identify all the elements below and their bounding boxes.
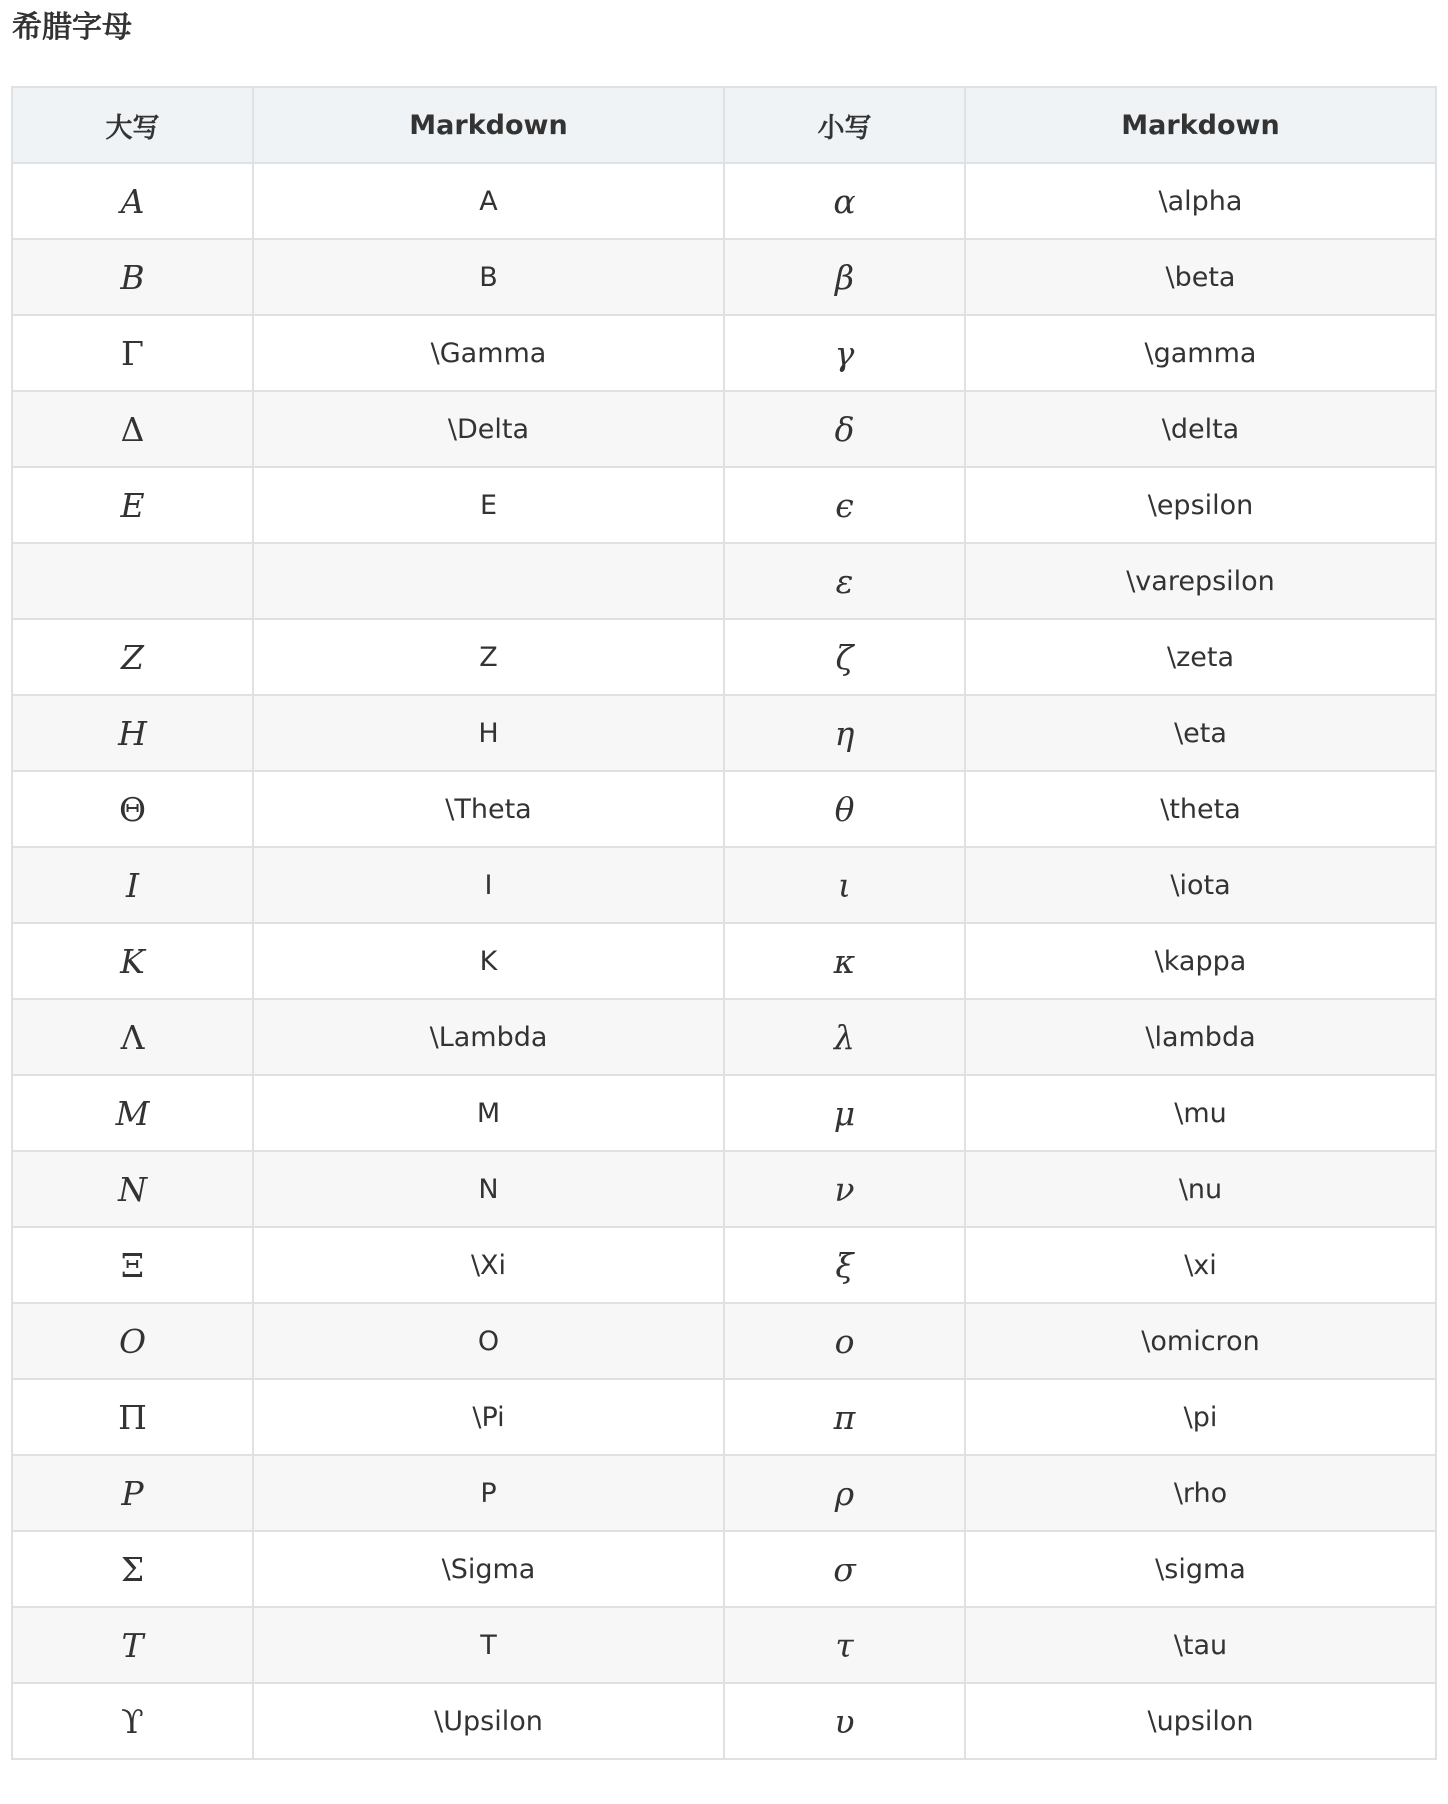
uppercase-symbol-cell — [12, 771, 253, 847]
lowercase-symbol-cell — [724, 1151, 965, 1227]
uppercase-symbol: Π — [118, 1397, 147, 1437]
uppercase-symbol: K — [120, 941, 145, 981]
lowercase-symbol-cell — [724, 1455, 965, 1531]
uppercase-markdown-cell — [253, 239, 724, 315]
uppercase-markdown: \Sigma — [441, 1553, 536, 1585]
table-row — [12, 771, 1436, 847]
lowercase-markdown: \delta — [1161, 413, 1240, 445]
table-header — [12, 87, 1436, 163]
uppercase-symbol-cell — [12, 1607, 253, 1683]
lowercase-markdown: \xi — [1184, 1249, 1217, 1281]
uppercase-markdown: E — [479, 489, 498, 521]
lowercase-markdown: \gamma — [1144, 337, 1257, 369]
uppercase-symbol: Z — [121, 637, 144, 677]
lowercase-markdown: \beta — [1165, 261, 1236, 293]
table-row — [12, 619, 1436, 695]
lowercase-symbol: ο — [834, 1321, 855, 1361]
uppercase-symbol-cell — [12, 1075, 253, 1151]
table-row — [12, 391, 1436, 467]
uppercase-symbol: Ξ — [120, 1245, 145, 1285]
uppercase-symbol: ϒ — [121, 1701, 144, 1741]
greek-letters-table — [11, 86, 1437, 1760]
lowercase-symbol: γ — [834, 333, 855, 373]
uppercase-markdown-cell — [253, 999, 724, 1075]
uppercase-symbol-cell — [12, 163, 253, 239]
lowercase-symbol: τ — [835, 1625, 854, 1665]
lowercase-symbol-cell — [724, 239, 965, 315]
lowercase-symbol-cell — [724, 391, 965, 467]
lowercase-markdown: \alpha — [1158, 185, 1243, 217]
table-row — [12, 847, 1436, 923]
uppercase-symbol: H — [118, 713, 147, 753]
lowercase-symbol-cell — [724, 771, 965, 847]
lowercase-markdown: \omicron — [1141, 1325, 1260, 1357]
uppercase-markdown: K — [479, 945, 498, 977]
lowercase-markdown: \sigma — [1155, 1553, 1246, 1585]
uppercase-markdown-cell — [253, 315, 724, 391]
uppercase-markdown: \Xi — [470, 1249, 507, 1281]
uppercase-symbol: E — [120, 485, 145, 525]
uppercase-symbol-cell — [12, 391, 253, 467]
lowercase-markdown: \nu — [1178, 1173, 1223, 1205]
uppercase-symbol-cell — [12, 1455, 253, 1531]
uppercase-symbol-cell — [12, 543, 253, 619]
uppercase-markdown-cell — [253, 1075, 724, 1151]
lowercase-symbol-cell — [724, 163, 965, 239]
lowercase-markdown: \upsilon — [1147, 1705, 1254, 1737]
header-row — [12, 87, 1436, 163]
uppercase-symbol-cell — [12, 1379, 253, 1455]
lowercase-symbol-cell — [724, 315, 965, 391]
lowercase-symbol: δ — [834, 409, 855, 449]
lowercase-symbol: α — [833, 181, 856, 221]
uppercase-symbol-cell — [12, 1151, 253, 1227]
uppercase-markdown: \Theta — [445, 793, 532, 825]
uppercase-markdown: \Gamma — [430, 337, 547, 369]
lowercase-markdown-cell — [965, 695, 1436, 771]
uppercase-markdown-cell — [253, 543, 724, 619]
table-row — [12, 1303, 1436, 1379]
lowercase-markdown-cell — [965, 1683, 1436, 1759]
lowercase-symbol-cell — [724, 543, 965, 619]
uppercase-markdown: M — [476, 1097, 501, 1129]
uppercase-symbol: I — [125, 865, 140, 905]
lowercase-symbol: κ — [833, 941, 856, 981]
lowercase-markdown-cell — [965, 467, 1436, 543]
uppercase-symbol-cell — [12, 695, 253, 771]
lowercase-markdown: \lambda — [1145, 1021, 1256, 1053]
uppercase-markdown-cell — [253, 391, 724, 467]
uppercase-symbol-cell — [12, 847, 253, 923]
table-row — [12, 1151, 1436, 1227]
lowercase-markdown-cell — [965, 1379, 1436, 1455]
table-row — [12, 467, 1436, 543]
table-row — [12, 543, 1436, 619]
lowercase-markdown-cell — [965, 619, 1436, 695]
lowercase-symbol: ν — [834, 1169, 855, 1209]
lowercase-symbol-cell — [724, 1379, 965, 1455]
table-row — [12, 695, 1436, 771]
table-row — [12, 1075, 1436, 1151]
uppercase-markdown-cell — [253, 1531, 724, 1607]
lowercase-markdown: \tau — [1173, 1629, 1228, 1661]
uppercase-symbol: P — [121, 1473, 144, 1513]
header-lowercase: 小写 — [724, 87, 965, 163]
lowercase-symbol: ϵ — [835, 485, 854, 525]
lowercase-symbol-cell — [724, 1075, 965, 1151]
uppercase-symbol-cell — [12, 1227, 253, 1303]
lowercase-symbol-cell — [724, 847, 965, 923]
uppercase-markdown-cell — [253, 771, 724, 847]
table-row — [12, 1607, 1436, 1683]
lowercase-markdown-cell — [965, 771, 1436, 847]
uppercase-symbol: Γ — [121, 333, 144, 373]
lowercase-markdown: \eta — [1174, 717, 1227, 749]
table-row — [12, 163, 1436, 239]
uppercase-symbol-cell — [12, 999, 253, 1075]
lowercase-symbol: λ — [834, 1017, 855, 1057]
uppercase-markdown-cell — [253, 619, 724, 695]
table-row — [12, 1531, 1436, 1607]
uppercase-symbol-cell — [12, 619, 253, 695]
lowercase-markdown: \zeta — [1166, 641, 1234, 673]
lowercase-markdown-cell — [965, 1455, 1436, 1531]
uppercase-symbol: Λ — [120, 1017, 145, 1057]
lowercase-symbol: ζ — [835, 637, 854, 677]
uppercase-markdown-cell — [253, 1683, 724, 1759]
lowercase-symbol-cell — [724, 467, 965, 543]
uppercase-markdown-cell — [253, 695, 724, 771]
lowercase-symbol-cell — [724, 619, 965, 695]
lowercase-markdown: \varepsilon — [1126, 565, 1275, 597]
lowercase-symbol-cell — [724, 923, 965, 999]
uppercase-markdown-cell — [253, 923, 724, 999]
lowercase-markdown-cell — [965, 239, 1436, 315]
uppercase-markdown-cell — [253, 1607, 724, 1683]
uppercase-markdown-cell — [253, 1455, 724, 1531]
uppercase-markdown: \Lambda — [429, 1021, 548, 1053]
table-row — [12, 1455, 1436, 1531]
lowercase-symbol: μ — [833, 1093, 856, 1133]
lowercase-markdown-cell — [965, 1227, 1436, 1303]
lowercase-symbol: υ — [834, 1701, 855, 1741]
uppercase-symbol: Θ — [118, 789, 147, 829]
lowercase-markdown-cell — [965, 315, 1436, 391]
uppercase-markdown: H — [478, 717, 499, 749]
uppercase-symbol-cell — [12, 923, 253, 999]
lowercase-markdown-cell — [965, 999, 1436, 1075]
lowercase-symbol: ι — [838, 865, 851, 905]
header-uppercase: 大写 — [12, 87, 253, 163]
uppercase-markdown: \Pi — [472, 1401, 505, 1433]
table-row — [12, 315, 1436, 391]
lowercase-symbol: ξ — [835, 1245, 854, 1285]
lowercase-markdown-cell — [965, 1151, 1436, 1227]
uppercase-symbol-cell — [12, 1683, 253, 1759]
lowercase-symbol: ε — [835, 561, 854, 601]
lowercase-symbol: ρ — [834, 1473, 855, 1513]
table-row — [12, 1379, 1436, 1455]
uppercase-markdown: \Delta — [447, 413, 530, 445]
lowercase-symbol: π — [833, 1397, 856, 1437]
lowercase-markdown: \iota — [1170, 869, 1231, 901]
uppercase-markdown-cell — [253, 1151, 724, 1227]
table-row — [12, 999, 1436, 1075]
uppercase-symbol-cell — [12, 1303, 253, 1379]
lowercase-markdown-cell — [965, 543, 1436, 619]
uppercase-markdown-cell — [253, 467, 724, 543]
uppercase-markdown: A — [479, 185, 498, 217]
lowercase-markdown-cell — [965, 847, 1436, 923]
uppercase-markdown-cell — [253, 163, 724, 239]
lowercase-markdown-cell — [965, 1607, 1436, 1683]
uppercase-markdown: B — [479, 261, 498, 293]
lowercase-markdown-cell — [965, 1303, 1436, 1379]
uppercase-markdown: O — [477, 1325, 500, 1357]
uppercase-symbol-cell — [12, 315, 253, 391]
lowercase-symbol: η — [834, 713, 855, 753]
lowercase-symbol-cell — [724, 695, 965, 771]
lowercase-symbol: θ — [834, 789, 855, 829]
lowercase-symbol-cell — [724, 999, 965, 1075]
lowercase-markdown: \rho — [1173, 1477, 1228, 1509]
lowercase-symbol-cell — [724, 1227, 965, 1303]
uppercase-markdown-cell — [253, 1303, 724, 1379]
uppercase-symbol: B — [120, 257, 145, 297]
uppercase-markdown-cell — [253, 1379, 724, 1455]
uppercase-symbol: N — [118, 1169, 147, 1209]
uppercase-symbol: Δ — [120, 409, 145, 449]
lowercase-markdown-cell — [965, 391, 1436, 467]
lowercase-symbol: β — [834, 257, 855, 297]
lowercase-symbol-cell — [724, 1683, 965, 1759]
table-row — [12, 239, 1436, 315]
lowercase-symbol: σ — [833, 1549, 856, 1589]
lowercase-markdown: \kappa — [1154, 945, 1247, 977]
uppercase-symbol-cell — [12, 467, 253, 543]
uppercase-symbol: M — [115, 1093, 150, 1133]
lowercase-symbol-cell — [724, 1607, 965, 1683]
lowercase-markdown-cell — [965, 1531, 1436, 1607]
lowercase-markdown-cell — [965, 163, 1436, 239]
lowercase-markdown-cell — [965, 1075, 1436, 1151]
header-lowercase-markdown: Markdown — [965, 87, 1436, 163]
lowercase-symbol-cell — [724, 1303, 965, 1379]
header-uppercase-markdown: Markdown — [253, 87, 724, 163]
table-row — [12, 1227, 1436, 1303]
lowercase-markdown: \pi — [1183, 1401, 1218, 1433]
table-row — [12, 923, 1436, 999]
page-title: 希腊字母 — [12, 10, 132, 45]
uppercase-markdown: Z — [479, 641, 498, 673]
table-row — [12, 1683, 1436, 1759]
uppercase-markdown-cell — [253, 847, 724, 923]
uppercase-symbol: O — [118, 1321, 147, 1361]
uppercase-symbol: Σ — [120, 1549, 145, 1589]
uppercase-markdown: P — [480, 1477, 497, 1509]
uppercase-symbol-cell — [12, 239, 253, 315]
uppercase-symbol: T — [121, 1625, 144, 1665]
uppercase-markdown-cell — [253, 1227, 724, 1303]
uppercase-markdown: I — [484, 869, 493, 901]
uppercase-symbol: A — [120, 181, 145, 221]
lowercase-markdown: \theta — [1160, 793, 1241, 825]
lowercase-symbol-cell — [724, 1531, 965, 1607]
lowercase-markdown: \epsilon — [1147, 489, 1254, 521]
lowercase-markdown-cell — [965, 923, 1436, 999]
lowercase-markdown: \mu — [1174, 1097, 1227, 1129]
table-body — [12, 163, 1436, 1759]
uppercase-markdown: \Upsilon — [434, 1705, 543, 1737]
uppercase-markdown: T — [480, 1629, 497, 1661]
uppercase-markdown: N — [478, 1173, 499, 1205]
uppercase-symbol-cell — [12, 1531, 253, 1607]
